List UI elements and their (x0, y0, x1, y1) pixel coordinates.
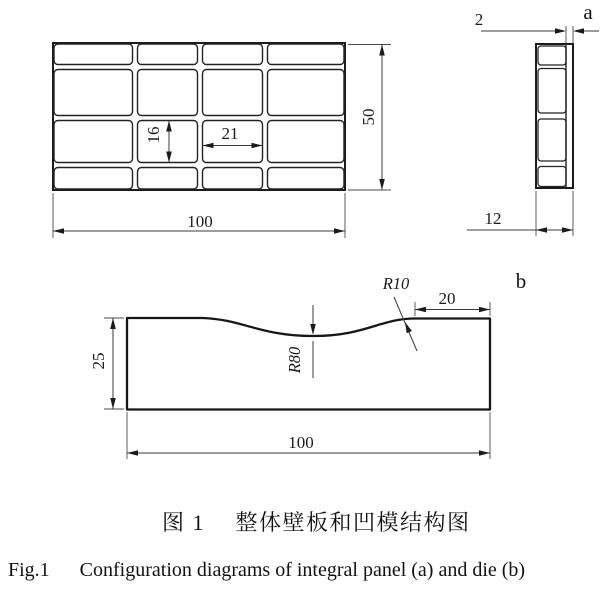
side-pocket (538, 46, 566, 65)
dim-label-cell-width: 21 (221, 124, 239, 143)
arrowhead (379, 179, 385, 190)
side-pocket (538, 69, 566, 114)
panel-cell (203, 44, 263, 65)
arrowhead (562, 227, 573, 233)
arrowhead (555, 28, 566, 34)
radius-label-r10: R10 (382, 274, 410, 293)
side-pocket (538, 119, 566, 161)
panel-cell (268, 168, 345, 190)
arrowhead (415, 307, 426, 313)
panel-cell (203, 70, 263, 116)
dim-label-panel-height: 50 (358, 108, 378, 126)
dim-label-panel-width: 100 (187, 212, 213, 231)
subfigure-label-a: a (583, 0, 593, 24)
arrowhead (110, 318, 116, 329)
arrowhead (334, 228, 345, 234)
arrowhead (479, 450, 490, 456)
arrowhead (379, 45, 385, 56)
arrowhead (166, 152, 172, 163)
dim-die-flat (415, 289, 490, 316)
dim-label-skin: 2 (474, 10, 484, 29)
dim-label-cell-height: 16 (143, 126, 163, 144)
dim-skin-thickness (475, 10, 599, 43)
panel-cell (138, 44, 198, 65)
arrowhead (310, 324, 316, 335)
panel-cell (138, 168, 198, 190)
dim-die-height (89, 318, 124, 409)
arrowhead (536, 227, 547, 233)
dim-panel-depth (467, 191, 573, 236)
annotation-r10 (382, 274, 417, 351)
arrowhead (166, 121, 172, 132)
dim-label-die-width: 100 (288, 433, 314, 452)
dim-label-die-flat: 20 (438, 289, 456, 308)
side-pocket (538, 167, 566, 187)
panel-cell (268, 121, 345, 163)
arrowhead (203, 143, 214, 149)
panel-cell (54, 168, 133, 190)
arrowhead (110, 398, 116, 409)
panel-cell (268, 70, 345, 116)
dim-panel-height (348, 45, 391, 191)
panel-cell (54, 44, 133, 65)
panel-cell (138, 70, 198, 116)
radius-label-r80: R80 (284, 346, 304, 374)
panel-cell (268, 44, 345, 65)
die-profile (127, 318, 490, 410)
figure-caption-english: Fig.1 Configuration diagrams of integral panel (a) and die (b) (8, 559, 526, 581)
panel-cell (54, 121, 133, 163)
dim-cell-height (144, 121, 172, 163)
arrowhead (127, 450, 138, 456)
dim-cell-width (203, 124, 263, 148)
panel-cell (203, 168, 263, 190)
arrowhead (573, 28, 584, 34)
dim-die-width (127, 412, 490, 459)
figure-caption-chinese: 图 1 整体壁板和凹模结构图 (162, 510, 471, 535)
dim-panel-width (53, 193, 345, 238)
panel-side-view (536, 44, 573, 188)
panel-front-view (53, 43, 345, 190)
die-outline (127, 318, 490, 410)
arrowhead (252, 143, 263, 149)
arrowhead (479, 307, 490, 313)
arrowhead (53, 228, 64, 234)
annotation-r80 (285, 305, 316, 378)
dim-label-depth: 12 (484, 209, 502, 228)
dim-label-die-height: 25 (88, 352, 108, 370)
arrowhead (405, 322, 412, 333)
panel-cell (54, 70, 133, 116)
subfigure-label-b: b (515, 269, 527, 293)
